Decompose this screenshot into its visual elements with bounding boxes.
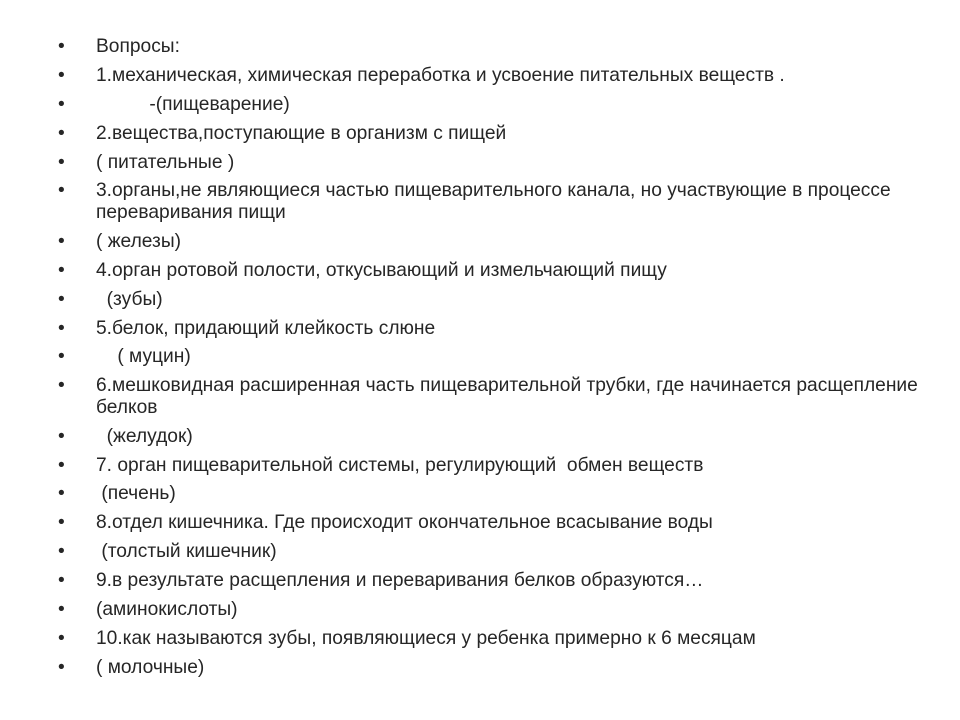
- bullet-icon: •: [58, 375, 65, 397]
- list-item-text: 9.в результате расщепления и переваривания белков образуются…: [96, 570, 704, 592]
- list-item: [58, 123, 918, 145]
- list-item-text: (печень): [96, 483, 176, 505]
- list-item: [58, 483, 918, 505]
- bullet-icon: •: [58, 230, 65, 252]
- bullet-icon: •: [58, 64, 65, 86]
- bullet-icon: •: [58, 346, 65, 368]
- question-list: [58, 36, 929, 686]
- bullet-icon: •: [58, 454, 65, 476]
- bullet-icon: •: [58, 93, 65, 115]
- list-item-text: 10.как называются зубы, появляющиеся у ребенка примерно к 6 месяцам: [96, 627, 756, 649]
- list-item: [58, 455, 918, 477]
- list-item-text: ( молочные): [96, 656, 205, 678]
- list-item-text: (аминокислоты): [96, 599, 238, 621]
- list-item-text: ( питательные ): [96, 151, 235, 173]
- list-item: [58, 318, 918, 340]
- bullet-icon: •: [58, 656, 65, 678]
- list-item-text: (толстый кишечник): [96, 541, 277, 563]
- bullet-icon: •: [58, 180, 65, 202]
- bullet-icon: •: [58, 541, 65, 563]
- list-item: [58, 346, 918, 368]
- list-item: [58, 180, 918, 223]
- list-item: [58, 289, 918, 311]
- list-item: [58, 599, 918, 621]
- list-item-text: 6.мешковидная расширенная часть пищеварительной трубки, где начинается расщепление белков: [96, 375, 929, 418]
- bullet-icon: •: [58, 483, 65, 505]
- bullet-icon: •: [58, 151, 65, 173]
- list-item-text: ( муцин): [96, 346, 191, 368]
- list-item-text: 7. орган пищеварительной системы, регулирующий обмен веществ: [96, 454, 704, 476]
- bullet-icon: •: [58, 259, 65, 281]
- list-item-text: 1.механическая, химическая переработка и усвоение питательных веществ .: [96, 64, 785, 86]
- list-item: [58, 260, 918, 282]
- bullet-icon: •: [58, 425, 65, 447]
- list-item-text: (зубы): [96, 288, 163, 310]
- bullet-icon: •: [58, 36, 65, 57]
- list-item: [58, 36, 918, 58]
- list-item: [58, 152, 918, 174]
- bullet-icon: •: [58, 317, 65, 339]
- list-item: [58, 628, 918, 650]
- list-item: [58, 375, 929, 418]
- bullet-icon: •: [58, 570, 65, 592]
- list-item: [58, 65, 918, 87]
- list-item-text: ( железы): [96, 230, 182, 252]
- list-item: [58, 512, 918, 534]
- bullet-icon: •: [58, 512, 65, 534]
- bullet-icon: •: [58, 288, 65, 310]
- list-item-text: 5.белок, придающий клейкость слюне: [96, 317, 436, 339]
- bullet-icon: •: [58, 599, 65, 621]
- list-item: [58, 657, 918, 679]
- list-item: [58, 426, 918, 448]
- list-item-text: -(пищеварение): [96, 93, 290, 115]
- list-item-text: 4.орган ротовой полости, откусывающий и измельчающий пищу: [96, 259, 667, 281]
- list-item: [58, 231, 918, 253]
- list-item-text: 3.органы,не являющиеся частью пищеварительного канала, но участвующие в процессе переваривания пищи: [96, 180, 897, 223]
- list-item-text: 2.вещества,поступающие в организм с пищей: [96, 122, 507, 144]
- list-item: [58, 541, 918, 563]
- list-item-text: (желудок): [96, 425, 193, 447]
- list-item: [58, 570, 918, 592]
- list-item: [58, 94, 918, 116]
- list-item-text: 8.отдел кишечника. Где происходит окончательное всасывание воды: [96, 512, 713, 534]
- bullet-icon: •: [58, 122, 65, 144]
- list-item-text: Вопросы:: [96, 36, 180, 57]
- bullet-icon: •: [58, 627, 65, 649]
